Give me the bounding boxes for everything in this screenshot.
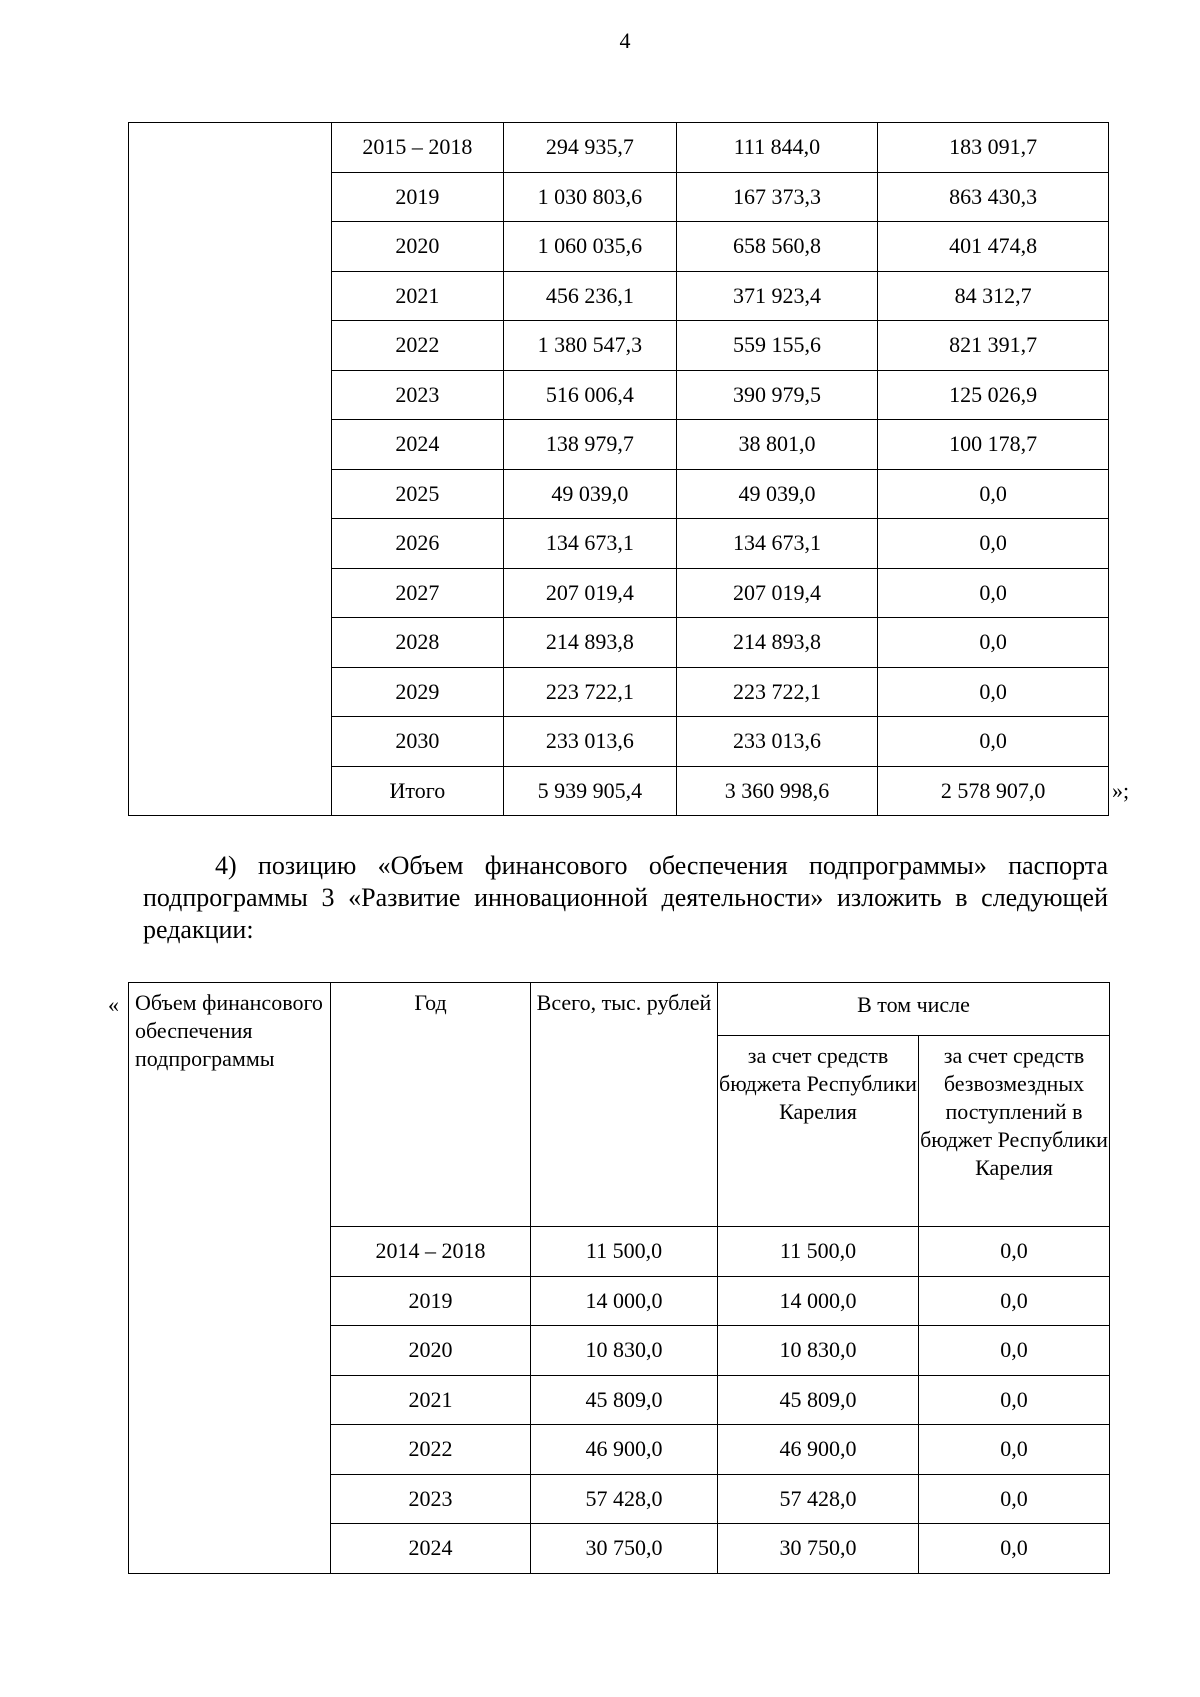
budget-cell: 559 155,6 — [676, 321, 878, 371]
empty-label-cell — [129, 123, 332, 816]
total-cell: 11 500,0 — [531, 1227, 718, 1277]
budget-cell: 658 560,8 — [676, 222, 878, 272]
budget-cell: 30 750,0 — [718, 1524, 919, 1574]
year-cell: 2021 — [331, 271, 504, 321]
year-cell: 2019 — [331, 1276, 531, 1326]
year-cell: 2025 — [331, 469, 504, 519]
table-row — [129, 123, 1109, 173]
total-cell: 207 019,4 — [504, 568, 677, 618]
gratuitous-cell: 183 091,7 — [878, 123, 1109, 173]
page-number: 4 — [619, 28, 631, 53]
total-header: Всего, тыс. рублей — [531, 983, 718, 1227]
gratuitous-cell: 100 178,7 — [878, 420, 1109, 470]
gratuitous-cell: 0,0 — [919, 1524, 1110, 1574]
gratuitous-cell: 0,0 — [878, 717, 1109, 767]
budget-cell: 111 844,0 — [676, 123, 878, 173]
total-cell: 1 380 547,3 — [504, 321, 677, 371]
year-cell: Итого — [331, 766, 504, 816]
budget-cell: 371 923,4 — [676, 271, 878, 321]
budget-cell: 3 360 998,6 — [676, 766, 878, 816]
gratuitous-cell: 0,0 — [919, 1227, 1110, 1277]
total-cell: 223 722,1 — [504, 667, 677, 717]
gratuitous-cell: 84 312,7 — [878, 271, 1109, 321]
amendment-paragraph — [143, 850, 1108, 946]
total-cell: 1 060 035,6 — [504, 222, 677, 272]
budget-cell: 10 830,0 — [718, 1326, 919, 1376]
subprogram-3-financing-table — [128, 982, 1110, 1574]
budget-cell: 45 809,0 — [718, 1375, 919, 1425]
total-cell: 10 830,0 — [531, 1326, 718, 1376]
total-cell: 49 039,0 — [504, 469, 677, 519]
total-cell: 233 013,6 — [504, 717, 677, 767]
year-cell: 2022 — [331, 1425, 531, 1475]
total-cell: 45 809,0 — [531, 1375, 718, 1425]
opening-quote-mark: « — [108, 992, 119, 1017]
budget-cell: 207 019,4 — [676, 568, 878, 618]
gratuitous-funds-header: за счет средств безвозмездных поступлений в бюджет Республики Карелия — [919, 1036, 1110, 1227]
financing-volume-label: Объем финансового обеспечения подпрограммы — [129, 983, 331, 1574]
budget-cell: 46 900,0 — [718, 1425, 919, 1475]
gratuitous-cell: 0,0 — [919, 1326, 1110, 1376]
gratuitous-cell: 0,0 — [919, 1474, 1110, 1524]
budget-cell: 134 673,1 — [676, 519, 878, 569]
budget-funds-header: за счет средств бюджета Республики Карелия — [718, 1036, 919, 1227]
total-cell: 456 236,1 — [504, 271, 677, 321]
total-cell: 30 750,0 — [531, 1524, 718, 1574]
year-cell: 2015 – 2018 — [331, 123, 504, 173]
year-cell: 2027 — [331, 568, 504, 618]
budget-cell: 14 000,0 — [718, 1276, 919, 1326]
total-cell: 46 900,0 — [531, 1425, 718, 1475]
gratuitous-cell: 125 026,9 — [878, 370, 1109, 420]
year-cell: 2022 — [331, 321, 504, 371]
gratuitous-cell: 0,0 — [919, 1425, 1110, 1475]
amendment-text: 4) позицию «Объем финансового обеспечения подпрограммы» паспорта подпрограммы 3 «Развитие инновационной деятельности» изложить в следующей редакции: — [143, 851, 1108, 944]
gratuitous-cell: 2 578 907,0 — [878, 766, 1109, 816]
gratuitous-cell: 401 474,8 — [878, 222, 1109, 272]
gratuitous-cell: 0,0 — [878, 568, 1109, 618]
year-cell: 2029 — [331, 667, 504, 717]
year-cell: 2028 — [331, 618, 504, 668]
gratuitous-cell: 0,0 — [878, 667, 1109, 717]
total-cell: 214 893,8 — [504, 618, 677, 668]
year-cell: 2023 — [331, 1474, 531, 1524]
total-cell: 5 939 905,4 — [504, 766, 677, 816]
gratuitous-cell: 0,0 — [919, 1276, 1110, 1326]
financing-table-continued — [128, 122, 1109, 816]
total-cell: 516 006,4 — [504, 370, 677, 420]
total-cell: 138 979,7 — [504, 420, 677, 470]
total-cell: 294 935,7 — [504, 123, 677, 173]
budget-cell: 223 722,1 — [676, 667, 878, 717]
year-cell: 2030 — [331, 717, 504, 767]
year-cell: 2020 — [331, 222, 504, 272]
year-cell: 2019 — [331, 172, 504, 222]
gratuitous-cell: 863 430,3 — [878, 172, 1109, 222]
budget-cell: 233 013,6 — [676, 717, 878, 767]
year-header: Год — [331, 983, 531, 1227]
total-cell: 57 428,0 — [531, 1474, 718, 1524]
gratuitous-cell: 0,0 — [878, 519, 1109, 569]
gratuitous-cell: 0,0 — [919, 1375, 1110, 1425]
budget-cell: 38 801,0 — [676, 420, 878, 470]
total-cell: 1 030 803,6 — [504, 172, 677, 222]
closing-quote-mark: »; — [1112, 778, 1130, 803]
budget-cell: 214 893,8 — [676, 618, 878, 668]
year-cell: 2024 — [331, 420, 504, 470]
gratuitous-cell: 0,0 — [878, 618, 1109, 668]
budget-cell: 11 500,0 — [718, 1227, 919, 1277]
year-cell: 2014 – 2018 — [331, 1227, 531, 1277]
including-header: В том числе — [718, 983, 1110, 1036]
budget-cell: 49 039,0 — [676, 469, 878, 519]
total-cell: 14 000,0 — [531, 1276, 718, 1326]
year-cell: 2020 — [331, 1326, 531, 1376]
budget-cell: 390 979,5 — [676, 370, 878, 420]
year-cell: 2026 — [331, 519, 504, 569]
year-cell: 2023 — [331, 370, 504, 420]
gratuitous-cell: 821 391,7 — [878, 321, 1109, 371]
year-cell: 2024 — [331, 1524, 531, 1574]
budget-cell: 167 373,3 — [676, 172, 878, 222]
total-cell: 134 673,1 — [504, 519, 677, 569]
budget-cell: 57 428,0 — [718, 1474, 919, 1524]
year-cell: 2021 — [331, 1375, 531, 1425]
gratuitous-cell: 0,0 — [878, 469, 1109, 519]
